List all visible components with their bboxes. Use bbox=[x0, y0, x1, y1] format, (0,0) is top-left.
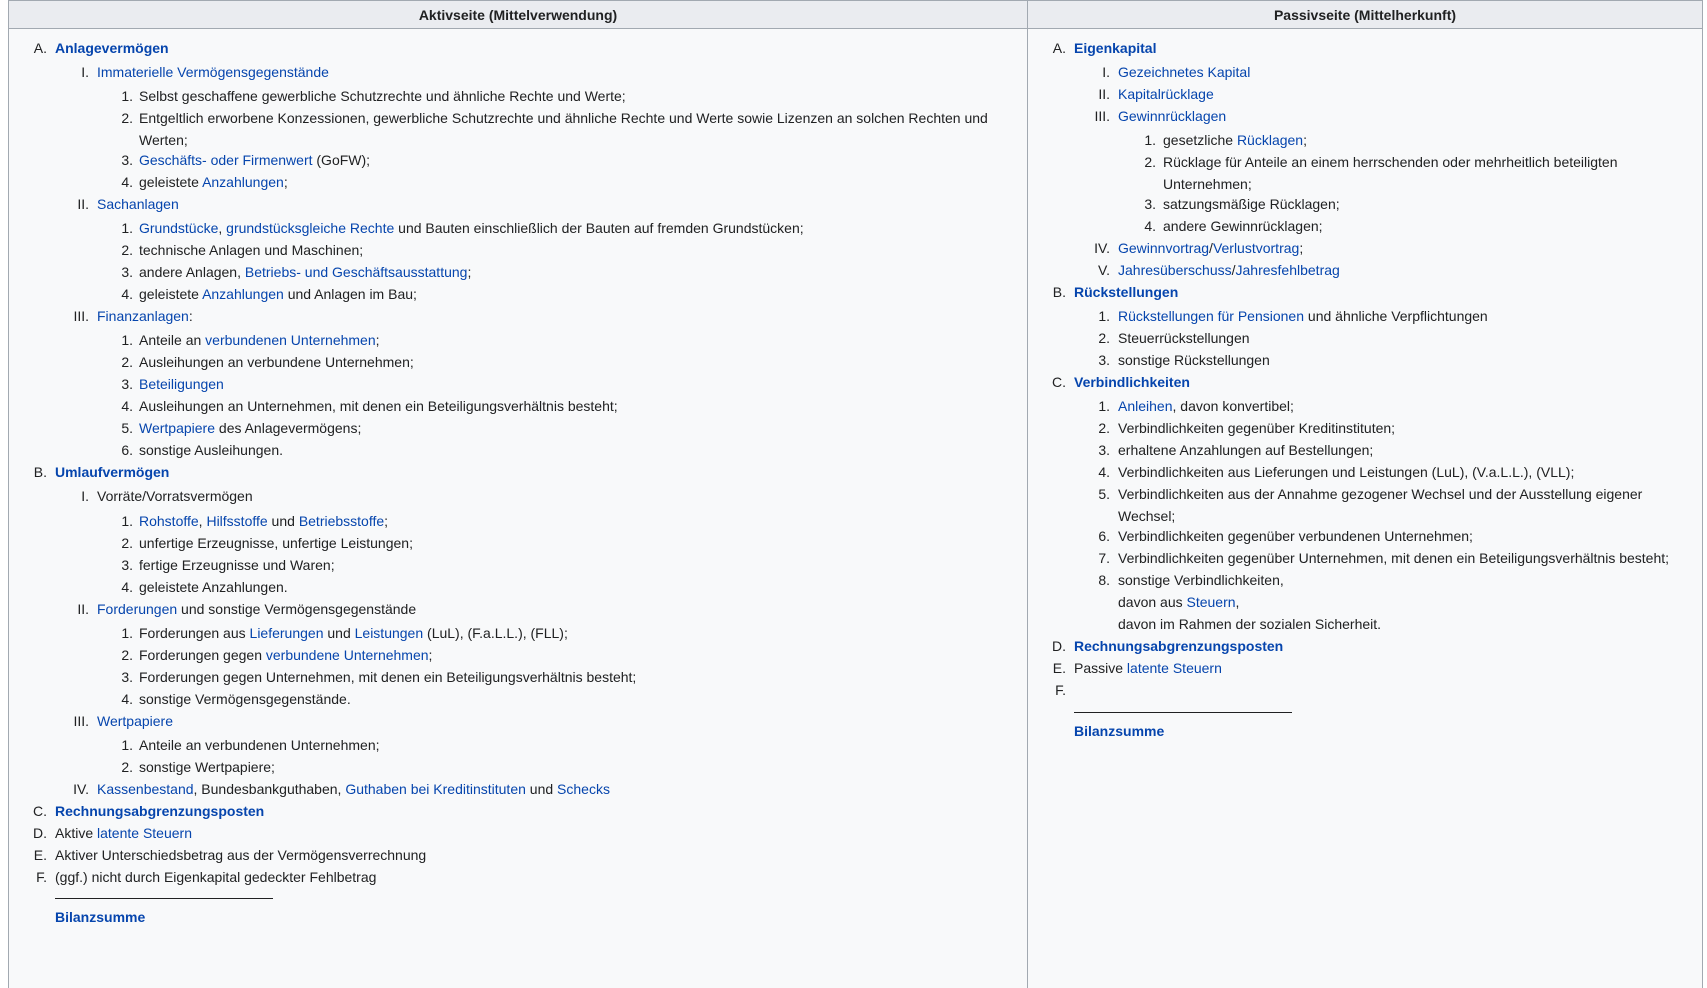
goodwill-link[interactable]: Geschäfts- oder Firmenwert bbox=[139, 152, 313, 168]
rap-link[interactable]: Rechnungsabgrenzungsposten bbox=[55, 803, 265, 819]
aktiv-header: Aktivseite (Mittelverwendung) bbox=[9, 0, 1027, 29]
aktiv-a-link[interactable]: Anlagevermögen bbox=[55, 40, 169, 56]
verbundene-unternehmen-link[interactable]: verbundene Unternehmen bbox=[265, 647, 429, 663]
ruecklagen-link[interactable]: Rücklagen bbox=[1236, 132, 1304, 148]
sachanlagen-link[interactable]: Sachanlagen bbox=[97, 196, 179, 212]
latente-steuern-link[interactable]: latente Steuern bbox=[97, 825, 192, 841]
jahresfehlbetrag-link[interactable]: Jahresfehlbetrag bbox=[1235, 262, 1340, 278]
rohstoffe-link[interactable]: Rohstoffe bbox=[139, 513, 199, 529]
aktiv-a-i-link[interactable]: Immaterielle Vermögensgegenstände bbox=[97, 64, 329, 80]
lieferungen-link[interactable]: Lieferungen bbox=[249, 625, 324, 641]
passiv-c-5: 5. Verbindlichkeiten aus der Annahme gezogener Wechsel und der Ausstellung eigener Wechsel; bbox=[1098, 486, 1643, 524]
wertpapiere-link[interactable]: Wertpapiere bbox=[97, 713, 174, 729]
rap-link[interactable]: Rechnungsabgrenzungsposten bbox=[1074, 638, 1284, 654]
kassenbestand-link[interactable]: Kassenbestand bbox=[97, 781, 194, 797]
kapitalruecklage-link[interactable]: Kapitalrücklage bbox=[1118, 86, 1214, 102]
guthaben-link[interactable]: Guthaben bei Kreditinstituten bbox=[345, 781, 526, 797]
verbindlichkeiten-link[interactable]: Verbindlichkeiten bbox=[1074, 374, 1190, 390]
verbundene-unternehmen-link[interactable]: verbundenen Unternehmen bbox=[205, 332, 376, 348]
anzahlungen-link[interactable]: Anzahlungen bbox=[202, 286, 284, 302]
leistungen-link[interactable]: Leistungen bbox=[354, 625, 424, 641]
forderungen-link[interactable]: Forderungen bbox=[97, 601, 178, 617]
gewinnvortrag-link[interactable]: Gewinnvortrag bbox=[1118, 240, 1210, 256]
betriebsstoffe-link[interactable]: Betriebsstoffe bbox=[298, 513, 385, 529]
beteiligungen-link[interactable]: Beteiligungen bbox=[139, 376, 224, 392]
gezeichnetes-kapital-link[interactable]: Gezeichnetes Kapital bbox=[1118, 64, 1251, 80]
aktiv-a-i-2: 2. Entgeltlich erworbene Konzessionen, gewerbliche Schutzrechte und ähnliche Rechte und Werte sowie Lizenzen an solchen Rechten und Werten; bbox=[121, 110, 988, 148]
bilanzsumme-link[interactable]: Bilanzsumme bbox=[55, 909, 146, 925]
grundstuecke-link[interactable]: Grundstücke bbox=[139, 220, 219, 236]
jahresueberschuss-link[interactable]: Jahresüberschuss bbox=[1118, 262, 1232, 278]
anleihen-link[interactable]: Anleihen bbox=[1118, 398, 1173, 414]
anzahlungen-link[interactable]: Anzahlungen bbox=[202, 174, 284, 190]
aktiv-column: Aktivseite (Mittelverwendung) A. Anlagevermögen I. Immaterielle Vermögensgegenstände 1. Selbst geschaffene gewerbliche Schutzrechte und ähnliche Rechte und Werte; 2. Entgeltlich erworbene Konzessionen, gewerbliche Schutzrechte und ähnliche Rechte und Werte sowie Lizenzen an solchen Rechten und Werten; 3. Geschäfts- oder Firmenwert (GoFW); 4. geleistete Anzahlungen; II. Sachanlagen 1. Grundstücke, grundstücksgleiche Rechte und Bauten einschließlich der Bauten auf fremden Grundstücken; 2. technische Anlagen und Maschinen; 3. andere Anlagen, Betriebs- und Geschäftsausstattung; 4. geleistete Anzahlungen und Anlagen im Bau; III. Finanzanlagen: 1. Anteile an verbundenen Unternehmen; 2. Ausleihungen an verbundene Unternehmen; 3. Beteiligungen 4. Ausleihungen an Unternehmen, mit denen ein Beteiligungsverhältnis besteht; 5. Wertpapiere des Anlagevermögens; 6. sonstige Ausleihungen. B. Umlaufvermögen I. Vorräte/Vorratsvermögen 1. Rohstoffe, Hilfsstoffe und Betriebsstoffe; 2. unfertige Erzeugnisse, unfertige Leistungen; 3. fertige Erzeugnisse und Waren; 4. geleistete Anzahlungen. II. Forderungen und sonstige Vermögensgegenstände 1. Forderungen aus Lieferungen und Leistungen (LuL), (F.a.L.L.), (FLL); 2. Forderungen gegen verbundene Unternehmen; 3. Forderungen gegen Unternehmen, mit denen ein Beteiligungsverhältnis besteht; 4. sonstige Vermögensgegenstände. III. Wertpapiere 1. Anteile an verbundenen Unternehmen; 2. sonstige Wertpapiere; IV. Kassenbestand, Bundesbankguthaben, Guthaben bei Kreditinstituten und Schecks C. Rechnungsabgrenzungsposten D. Aktive latente Steuern E. Aktiver Unterschiedsbetrag aus der Vermögensverrechnung F. (ggf.) nicht durch Eigenkapital gedeckter Fehlbetrag Bilanzsumme bbox=[9, 0, 1028, 988]
passiv-column: Passivseite (Mittelherkunft) A. Eigenkapital I. Gezeichnetes Kapital II. Kapitalrücklage III. Gewinnrücklagen 1. gesetzliche Rücklagen; 2. Rücklage für Anteile an einem herrschenden oder mehrheitlich beteiligten Unternehmen; 3. satzungsmäßige Rücklagen; 4. andere Gewinnrücklagen; IV. Gewinnvortrag/Verlustvortrag; V. Jahresüberschuss/Jahresfehlbetrag B. Rückstellungen 1. Rückstellungen für Pensionen und ähnliche Verpflichtungen 2. Steuerrückstellungen 3. sonstige Rückstellungen C. Verbindlichkeiten 1. Anleihen, davon konvertibel; 2. Verbindlichkeiten gegenüber Kreditinstituten; 3. erhaltene Anzahlungen auf Bestellungen; 4. Verbindlichkeiten aus Lieferungen und Leistungen (LuL), (V.a.L.L.), (VLL); 5. Verbindlichkeiten aus der Annahme gezogener Wechsel und der Ausstellung eigener Wechsel; 6. Verbindlichkeiten gegenüber verbundenen Unternehmen; 7. Verbindlichkeiten gegenüber Unternehmen, mit denen ein Beteiligungsverhältnis besteht; 8. sonstige Verbindlichkeiten, davon aus Steuern, davon im Rahmen der sozialen Sicherheit. D. Rechnungsabgrenzungsposten E. Passive latente Steuern F. Bilanzsumme bbox=[1028, 0, 1702, 988]
rueckstellungen-link[interactable]: Rückstellungen bbox=[1074, 284, 1179, 300]
finanzanlagen-link[interactable]: Finanzanlagen bbox=[97, 308, 189, 324]
sum-rule bbox=[55, 898, 273, 899]
passiv-a-iii-2: 2. Rücklage für Anteile an einem herrschenden oder mehrheitlich beteiligten Unternehmen; bbox=[1144, 154, 1618, 192]
hilfsstoffe-link[interactable]: Hilfsstoffe bbox=[206, 513, 268, 529]
bga-link[interactable]: Betriebs- und Geschäftsausstattung bbox=[244, 264, 468, 280]
schecks-link[interactable]: Schecks bbox=[557, 781, 610, 797]
wertpapiere-link[interactable]: Wertpapiere bbox=[139, 420, 216, 436]
umlaufvermoegen-link[interactable]: Umlaufvermögen bbox=[55, 464, 170, 480]
pensionsrueckstellungen-link[interactable]: Rückstellungen für Pensionen bbox=[1118, 308, 1305, 324]
latente-steuern-link[interactable]: latente Steuern bbox=[1126, 660, 1222, 676]
steuern-link[interactable]: Steuern bbox=[1186, 594, 1236, 610]
sum-rule bbox=[1074, 712, 1292, 713]
verlustvortrag-link[interactable]: Verlustvortrag bbox=[1212, 240, 1300, 256]
gewinnruecklagen-link[interactable]: Gewinnrücklagen bbox=[1118, 108, 1227, 124]
passiv-header: Passivseite (Mittelherkunft) bbox=[1028, 0, 1702, 29]
eigenkapital-link[interactable]: Eigenkapital bbox=[1074, 40, 1157, 56]
bilanzsumme-link[interactable]: Bilanzsumme bbox=[1074, 723, 1165, 739]
balance-sheet-table bbox=[8, 0, 1703, 988]
grundstuecksgleiche-rechte-link[interactable]: grundstücksgleiche Rechte bbox=[226, 220, 395, 236]
